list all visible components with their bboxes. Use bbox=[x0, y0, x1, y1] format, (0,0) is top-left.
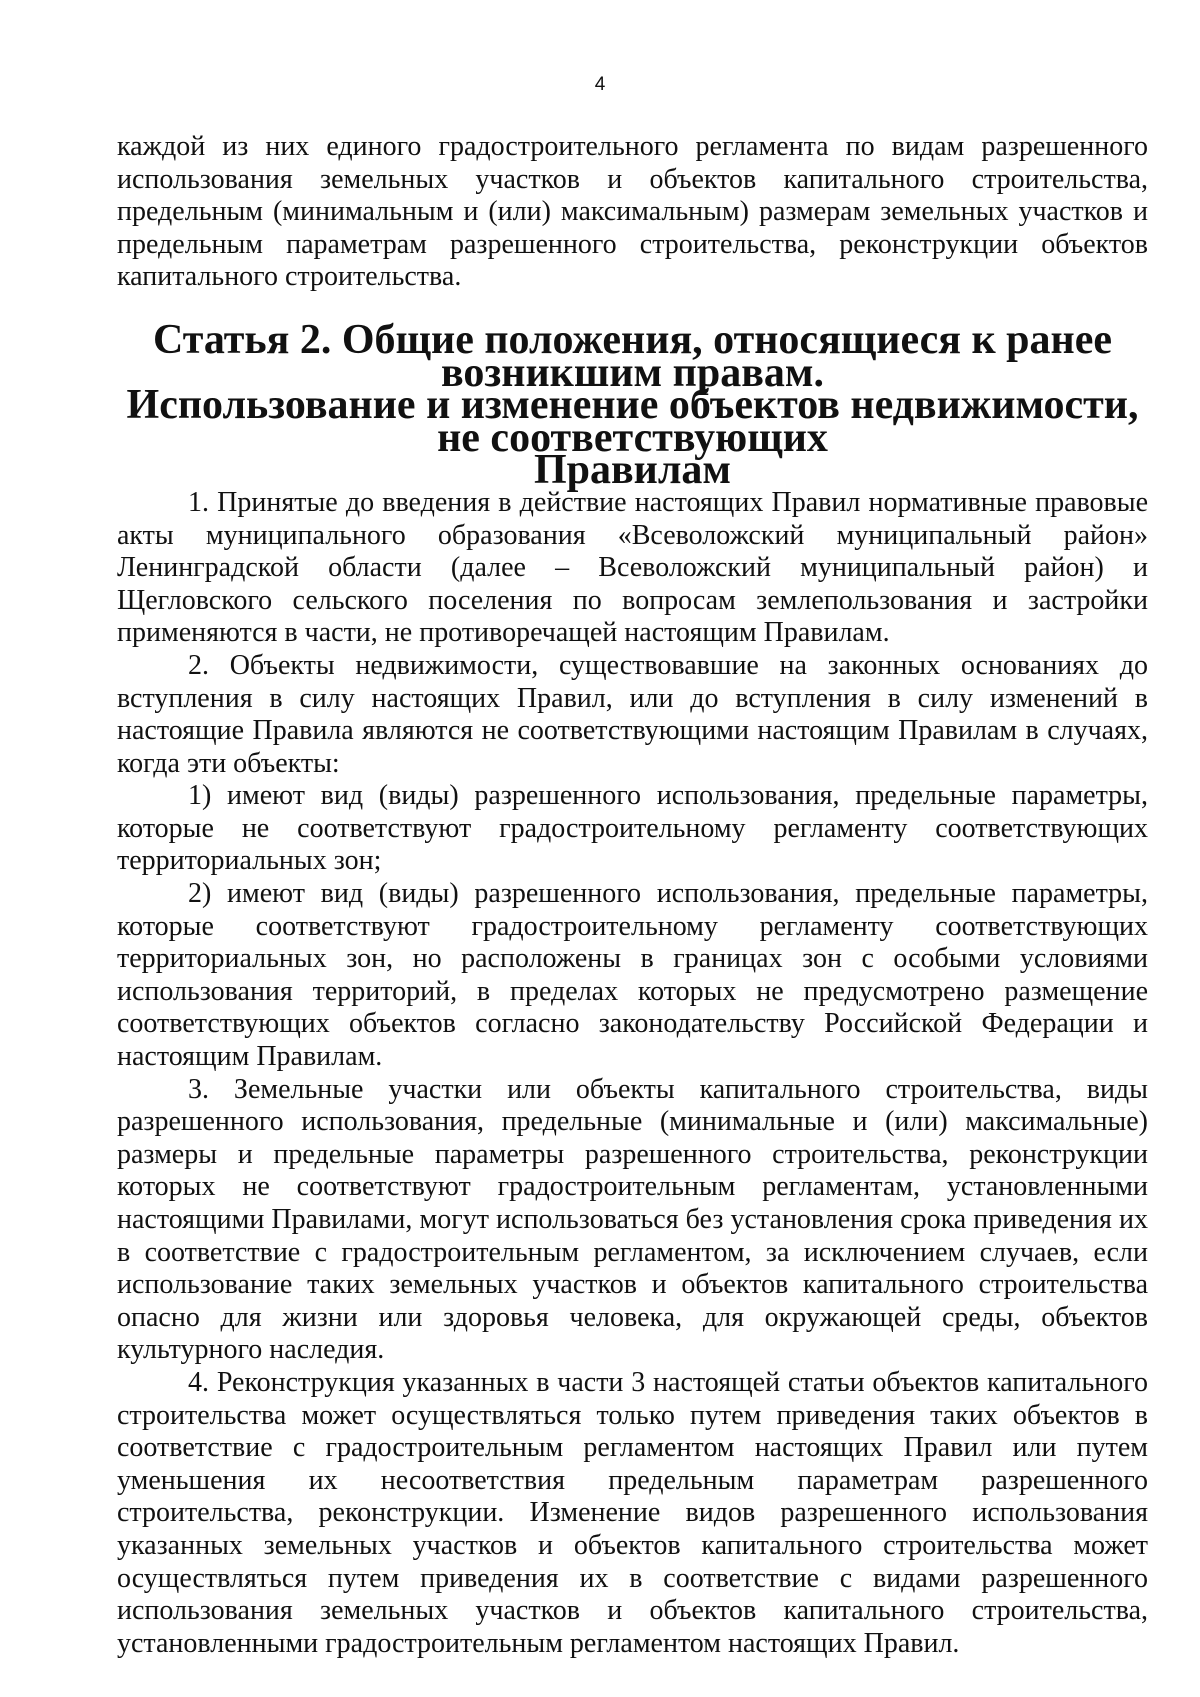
document-body bbox=[117, 131, 1148, 1660]
paragraph-2: 2. Объекты недвижимости, существовавшие на законных основаниях до вступления в силу настоящих Правил, или до вступления в силу изменений в настоящие Правила являются не соответствующими настоящим Правилам в случаях, когда эти объекты: bbox=[117, 649, 1148, 779]
intro-paragraph: каждой из них единого градостроительного регламента по видам разрешенного использования земельных участков и объектов капитального строительства, предельным (минимальным и (или) максимальным) размерам земельных участков и предельным параметрам разрешенного строительства, реконструкции объектов капитального строительства. bbox=[117, 131, 1148, 293]
subparagraph-2-1: 1) имеют вид (виды) разрешенного использования, предельные параметры, которые не соответствуют градостроительному регламенту соответствующих территориальных зон; bbox=[117, 780, 1148, 877]
page-number: 4 bbox=[594, 74, 606, 95]
article-title-line-1: Статья 2. Общие положения, относящиеся к ранее возникшим правам. bbox=[152, 316, 1113, 396]
subparagraph-2-2: 2) имеют вид (виды) разрешенного использования, предельные параметры, которые соответствуют градостроительному регламенту соответствующих территориальных зон, но расположены в границах зон с особыми условиями использования территорий, в пределах которых не предусмотрено размещение соответствующих объектов согласно законодательству Российской Федерации и настоящим Правилам. bbox=[117, 878, 1148, 1073]
article-title-line-2: Использование и изменение объектов недвижимости, не соответствующих bbox=[126, 382, 1139, 461]
article-heading bbox=[117, 316, 1148, 494]
paragraph-1: 1. Принятые до введения в действие настоящих Правил нормативные правовые акты муниципального образования «Всеволожский муниципальный район» Ленинградской области (далее – Всеволожский муниципальный район) и Щегловского сельского поселения по вопросам землепользования и застройки применяются в части, не противоречащей настоящим Правилам. bbox=[117, 486, 1148, 649]
paragraph-4: 4. Реконструкция указанных в части 3 настоящей статьи объектов капитального строительства может осуществляться только путем приведения таких объектов в соответствие с градостроительным регламентом настоящих Правил или путем уменьшения их несоответствия предельным параметрам разрешенного строительства, реконструкции. Изменение видов разрешенного использования указанных земельных участков и объектов капитального строительства может осуществляться путем приведения их в соответствие с видами разрешенного использования земельных участков и объектов капитального строительства, установленными градостроительным регламентом настоящих Правил. bbox=[117, 1366, 1148, 1659]
paragraph-3: 3. Земельные участки или объекты капитального строительства, виды разрешенного использования, предельные (минимальные и (или) максимальные) размеры и предельные параметры разрешенного строительства, реконструкции которых не соответствуют градостроительным регламентам, установленными настоящими Правилами, могут использоваться без установления срока приведения их в соответствие с градостроительным регламентом, за исключением случаев, если использование таких земельных участков и объектов капитального строительства опасно для жизни или здоровья человека, для окружающей среды, объектов культурного наследия. bbox=[117, 1073, 1148, 1366]
article-title-line-3: Правилам bbox=[533, 447, 732, 494]
